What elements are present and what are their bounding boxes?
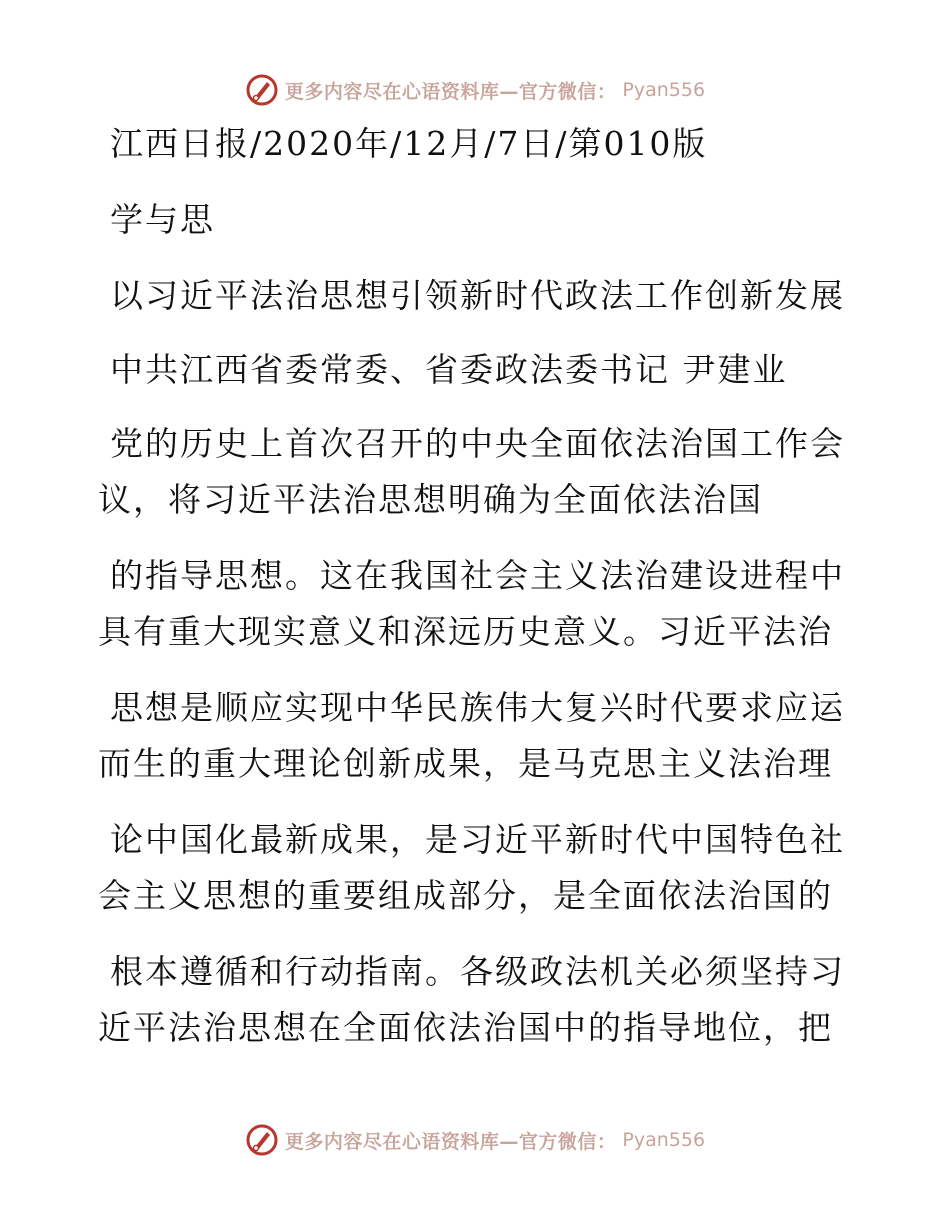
body-line: 近平法治思想在全面依法治国中的指导地位，把 <box>98 1008 833 1047</box>
column-name: 学与思 <box>110 200 215 239</box>
watermark-banner-bottom <box>0 1120 950 1160</box>
article-author: 中共江西省委常委、省委政法委书记 尹建业 <box>110 350 788 389</box>
watermark-handle: Pyan556 <box>622 1129 706 1151</box>
body-line: 的指导思想。这在我国社会主义法治建设进程中 <box>110 556 845 595</box>
article-title: 以习近平法治思想引领新时代政法工作创新发展 <box>110 276 845 315</box>
body-line: 具有重大现实意义和深远历史意义。习近平法治 <box>98 612 833 651</box>
pen-nib-logo-icon <box>245 73 279 107</box>
watermark-text: 更多内容尽在心语资料库—官方微信： <box>284 80 617 103</box>
pen-nib-logo-icon <box>245 1123 279 1157</box>
body-line: 党的历史上首次召开的中央全面依法治国工作会 <box>110 424 845 463</box>
body-line: 议，将习近平法治思想明确为全面依法治国 <box>98 480 763 519</box>
body-line: 根本遵循和行动指南。各级政法机关必须坚持习 <box>110 952 845 991</box>
body-line: 而生的重大理论创新成果，是马克思主义法治理 <box>98 744 833 783</box>
watermark-text: 更多内容尽在心语资料库—官方微信： <box>284 1130 617 1153</box>
watermark-handle: Pyan556 <box>622 79 706 101</box>
body-line: 论中国化最新成果，是习近平新时代中国特色社 <box>110 820 845 859</box>
source-line: 江西日报/2020年/12月/7日/第010版 <box>110 124 708 163</box>
body-line: 会主义思想的重要组成部分，是全面依法治国的 <box>98 876 833 915</box>
watermark-banner-top <box>0 70 950 110</box>
body-line: 思想是顺应实现中华民族伟大复兴时代要求应运 <box>110 688 845 727</box>
